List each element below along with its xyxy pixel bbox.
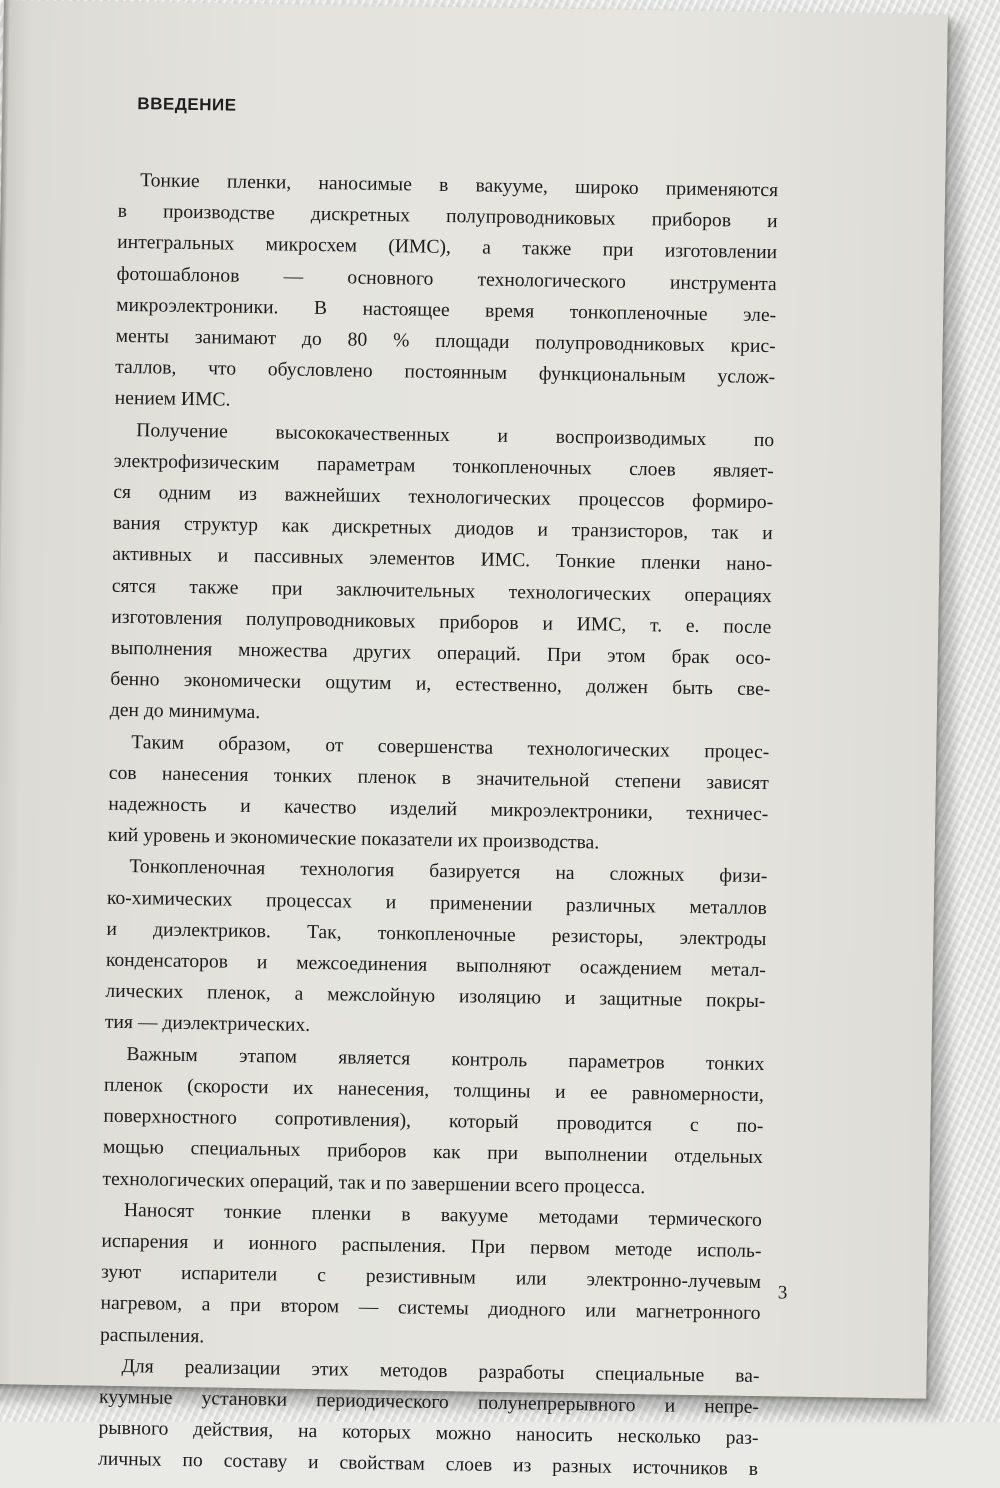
text-line: Тонкопленочная технология базируется на сложных физи-: [129, 856, 768, 888]
page-heading: ВВЕДЕНИЕ: [137, 94, 237, 115]
text-line: испарения и ионного распыления. При первом методе исполь-: [101, 1230, 762, 1262]
text-line: менты занимают до 80 % площади полупроводниковых крис-: [115, 325, 776, 358]
paragraph: [98, 1350, 760, 1485]
text-line: микроэлектроники. В настоящее время тонкопленочные эле-: [116, 294, 777, 326]
text-line: ся одним из важнейших технологических процессов формиро-: [113, 481, 774, 514]
text-line: Важным этапом является контроль параметров тонких: [126, 1043, 765, 1075]
text-line: пленок (скорости их нанесения, толщины и ее равномерности,: [103, 1074, 765, 1106]
text-line: личных по составу и свойствам слоев из разных источников в: [97, 1448, 759, 1481]
paragraph: [100, 1194, 762, 1360]
text-line: и диэлектриков. Так, тонкопленочные резисторы, электроды: [106, 918, 767, 950]
text-line: нением ИМС.: [114, 388, 231, 412]
text-line: выполнения множества других операций. При этом брак осо-: [110, 637, 771, 670]
text-line: тия — диэлектрических.: [104, 1012, 311, 1037]
page-binding-edge: [0, 0, 10, 1384]
text-line: фотошаблонов — основного технологического инструмента: [116, 263, 777, 295]
text-line: Получение высококачественных и воспроизводимых по: [136, 419, 775, 451]
text-line: сов нанесения тонких пленок в значительной степени зависят: [108, 762, 769, 794]
text-line: Наносят тонкие пленки в вакууме методами термического: [123, 1199, 763, 1231]
text-line: рывного действия, на которых можно наносить несколько раз-: [98, 1417, 759, 1450]
page-number: 3: [777, 1282, 788, 1304]
text-line: нагревом, а при втором — системы диодного или магнетронного: [100, 1292, 761, 1325]
text-line: лических пленок, а межслойную изоляцию и защитные покры-: [105, 980, 766, 1013]
text-line: таллов, что обусловлено постоянным функциональным услож-: [115, 357, 776, 389]
text-line: бенно экономически ощутим и, естественно, должен быть све-: [110, 669, 771, 701]
text-line: электрофизическим параметрам тонкопленочных слоев являет-: [113, 450, 774, 482]
text-line: интегральных микросхем (ИМС), а также при изготовлении: [117, 232, 778, 264]
text-line: Тонкие пленки, наносимые в вакууме, широко применяются: [140, 170, 779, 202]
text-line: надежность и качество изделий микроэлектроники, техничес-: [108, 793, 769, 826]
paragraph: [108, 726, 770, 861]
text-line: активных и пассивных элементов ИМС. Тонкие пленки нано-: [112, 544, 773, 576]
text-line: распыления.: [99, 1324, 205, 1347]
text-line: изготовления полупроводниковых приборов и ИМС, т. е. после: [111, 606, 772, 638]
paragraph: [102, 1038, 764, 1204]
text-line: конденсаторов и межсоединения выполняют осаждением метал-: [105, 949, 767, 982]
text-line: ко-химических процессах и применении различных металлов: [106, 887, 767, 919]
text-line: Для реализации этих методов разработы специальные ва-: [121, 1355, 760, 1387]
text-line: мощью специальных приборов как при выполнении отдельных: [102, 1136, 764, 1169]
text-line: зуют испарители с резистивным или электронно-лучевым: [100, 1261, 762, 1294]
text-line: сятся также при заключительных технологических операциях: [111, 575, 772, 607]
text-line: куумные установки периодического полунепрерывного и непре-: [98, 1386, 760, 1418]
text-line: в производстве дискретных полупроводниковых приборов и: [117, 201, 778, 233]
text-line: поверхностного сопротивления), который проводится с по-: [103, 1105, 764, 1138]
text-line: вания структур как дискретных диодов и транзисторов, так и: [112, 513, 773, 545]
text-line: технологических операций, так и по завершении всего процесса.: [102, 1168, 646, 1198]
paragraph: [115, 165, 779, 425]
body-text: [98, 165, 779, 1486]
text-line: кий уровень и экономические показатели их производства.: [107, 825, 600, 854]
paragraph: [105, 851, 768, 1049]
paragraph: [110, 414, 775, 736]
text-line: ден до минимума.: [109, 700, 261, 724]
text-line: Таким образом, от совершенства технологических процес-: [131, 731, 770, 763]
